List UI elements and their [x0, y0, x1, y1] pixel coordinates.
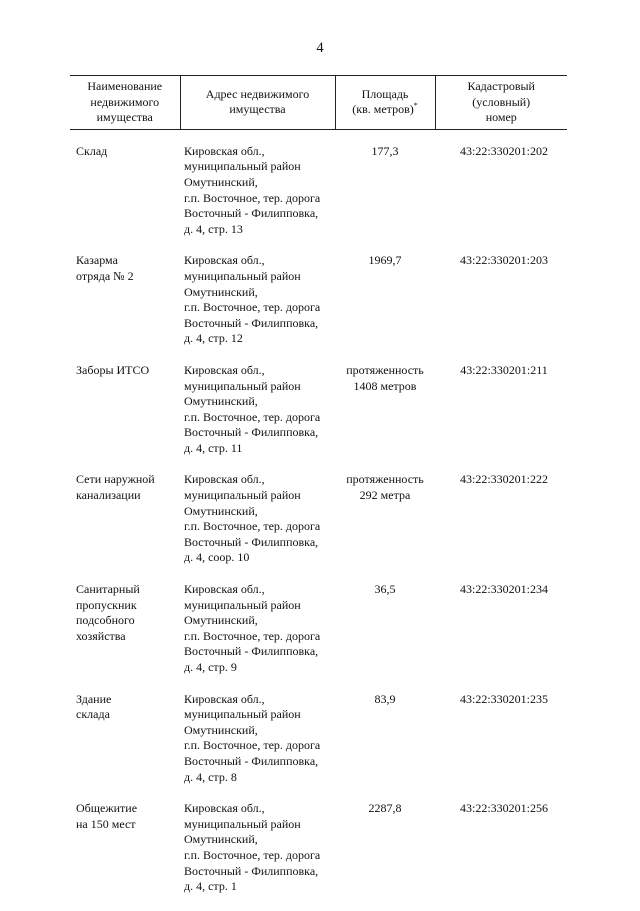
header-area-line — [338, 102, 433, 118]
cadastral-number-cell — [435, 472, 567, 582]
property-name-line: канализации — [76, 488, 141, 503]
property-area-cell — [335, 363, 435, 473]
cadastral-number-cell — [435, 253, 567, 363]
property-address-line: Восточный - Филипповка, — [184, 425, 319, 440]
header-spacer — [70, 129, 567, 144]
property-address-line: г.п. Восточное, тер. дорога — [184, 628, 321, 643]
property-address-line: Восточный - Филипповка, — [184, 534, 319, 549]
property-address-line: Восточный - Филипповка, — [184, 863, 319, 878]
property-address-line: Омутнинский, — [184, 613, 258, 628]
header-cadastral-line: номер — [485, 110, 517, 125]
cadastral-number-cell — [435, 801, 567, 911]
cadastral-number: 43:22:330201:203 — [459, 253, 548, 268]
property-address-cell — [180, 582, 335, 692]
property-area-cell — [335, 801, 435, 911]
table-row — [70, 363, 567, 473]
property-name-line: Здание — [76, 691, 112, 706]
property-area-line: 1969,7 — [368, 253, 402, 268]
property-address-cell — [180, 472, 335, 582]
property-name-cell — [70, 363, 180, 473]
property-address-line: Кировская обл., — [184, 143, 265, 158]
property-address-line: Восточный - Филипповка, — [184, 753, 319, 768]
header-cadastral — [435, 76, 567, 130]
property-address-line: д. 4, стр. 1 — [184, 879, 237, 894]
property-address-line: д. 4, стр. 9 — [184, 660, 237, 674]
property-address-line: г.п. Восточное, тер. дорога — [184, 300, 321, 315]
property-address-line: Омутнинский, — [184, 394, 258, 409]
property-address-line: д. 4, стр. 11 — [184, 440, 243, 455]
property-name-line: на 150 мест — [76, 816, 136, 831]
property-address-line: Кировская обл., — [184, 362, 265, 377]
table-header-row — [70, 76, 567, 130]
property-name-cell — [70, 144, 180, 254]
property-area-line: протяженность — [346, 472, 424, 487]
cadastral-number: 43:22:330201:211 — [460, 362, 548, 377]
header-name-line: недвижимого — [90, 94, 160, 109]
property-name-line: Склад — [76, 143, 108, 158]
property-area-line: 1408 метров — [353, 378, 417, 393]
property-area-line: 292 метра — [359, 488, 411, 503]
property-name-cell — [70, 253, 180, 363]
cadastral-number-cell — [435, 144, 567, 254]
property-address-line: муниципальный район — [184, 268, 301, 283]
property-name-cell — [70, 692, 180, 802]
property-address-line: муниципальный район — [184, 488, 301, 503]
property-area-cell — [335, 144, 435, 254]
property-address-line: Кировская обл., — [184, 472, 265, 487]
header-name-line: Наименование — [87, 79, 163, 93]
header-address — [180, 76, 335, 130]
cadastral-number: 43:22:330201:234 — [459, 582, 548, 597]
property-address-line: Кировская обл., — [184, 253, 265, 268]
property-area-cell — [335, 472, 435, 582]
property-area-cell — [335, 253, 435, 363]
property-address-line: Омутнинский, — [184, 832, 258, 847]
table-row — [70, 801, 567, 911]
property-name-line: отряда № 2 — [76, 268, 134, 283]
property-address-cell — [180, 801, 335, 911]
header-address-line: имущества — [229, 102, 286, 117]
cadastral-number-cell — [435, 582, 567, 692]
property-address-line: г.п. Восточное, тер. дорога — [184, 519, 321, 534]
property-address-line: д. 4, стр. 13 — [184, 221, 243, 236]
header-name-line: имущества — [96, 110, 153, 125]
property-address-line: Омутнинский, — [184, 503, 258, 518]
property-address-line: Кировская обл., — [184, 582, 265, 597]
property-address-line: г.п. Восточное, тер. дорога — [184, 847, 321, 862]
property-area-line: 177,3 — [371, 143, 399, 158]
property-address-line: г.п. Восточное, тер. дорога — [184, 190, 321, 205]
property-address-line: д. 4, стр. 12 — [184, 331, 243, 346]
property-address-line: г.п. Восточное, тер. дорога — [184, 738, 321, 753]
cadastral-number-cell — [435, 363, 567, 473]
property-address-line: Кировская обл., — [184, 801, 265, 816]
property-name-line: Общежитие — [76, 801, 138, 816]
property-name-line: Сети наружной — [76, 472, 155, 487]
header-name — [70, 76, 180, 130]
property-name-line: хозяйства — [76, 628, 126, 643]
property-address-line: муниципальный район — [184, 159, 301, 174]
property-name-cell — [70, 472, 180, 582]
table-row — [70, 144, 567, 254]
header-address-line: Адрес недвижимого — [205, 86, 310, 101]
table-row — [70, 582, 567, 692]
property-address-line: Восточный - Филипповка, — [184, 644, 319, 659]
table-row — [70, 253, 567, 363]
header-cadastral-line: (условный) — [472, 94, 531, 109]
property-address-line: муниципальный район — [184, 816, 301, 831]
property-area-line: 83,9 — [374, 691, 396, 706]
property-area-cell — [335, 692, 435, 802]
property-address-line: муниципальный район — [184, 597, 301, 612]
property-area-cell — [335, 582, 435, 692]
cadastral-number-cell — [435, 692, 567, 802]
property-address-cell — [180, 363, 335, 473]
footnote-mark: * — [413, 101, 418, 111]
property-address-cell — [180, 253, 335, 363]
property-table — [70, 75, 567, 911]
property-name-line: пропускник — [76, 597, 137, 612]
header-cadastral-line: Кадастровый — [467, 79, 535, 93]
property-area-line: протяженность — [346, 362, 424, 377]
property-address-line: муниципальный район — [184, 378, 301, 393]
table-row — [70, 692, 567, 802]
header-area — [335, 76, 435, 130]
table-row — [70, 472, 567, 582]
property-name-cell — [70, 582, 180, 692]
page-number: 4 — [316, 40, 324, 56]
property-name-line: Казарма — [76, 253, 118, 268]
property-address-line: Кировская обл., — [184, 691, 265, 706]
property-address-line: Омутнинский, — [184, 722, 258, 737]
property-name-line: Заборы ИТСО — [76, 362, 150, 377]
property-name-cell — [70, 801, 180, 911]
property-address-line: муниципальный район — [184, 707, 301, 722]
property-area-line: 2287,8 — [368, 801, 402, 816]
property-address-line: Омутнинский, — [184, 284, 258, 299]
cadastral-number: 43:22:330201:202 — [459, 143, 548, 158]
property-address-line: Восточный - Филипповка, — [184, 206, 319, 221]
property-address-line: г.п. Восточное, тер. дорога — [184, 409, 321, 424]
header-area-line: Площадь — [361, 86, 409, 101]
property-address-line: д. 4, стр. 8 — [184, 769, 237, 784]
property-address-line: Омутнинский, — [184, 174, 258, 189]
cadastral-number: 43:22:330201:256 — [459, 801, 548, 816]
property-address-cell — [180, 144, 335, 254]
property-name-line: подсобного — [76, 613, 135, 628]
property-name-line: Санитарный — [76, 582, 140, 597]
header-area-unit: (кв. метров) — [352, 102, 414, 117]
property-address-cell — [180, 692, 335, 802]
property-address-line: Восточный - Филипповка, — [184, 315, 319, 330]
cadastral-number: 43:22:330201:222 — [459, 472, 548, 487]
property-address-line: д. 4, соор. 10 — [184, 550, 250, 565]
property-name-line: склада — [76, 707, 110, 722]
cadastral-number: 43:22:330201:235 — [459, 691, 548, 706]
property-area-line: 36,5 — [374, 582, 396, 597]
